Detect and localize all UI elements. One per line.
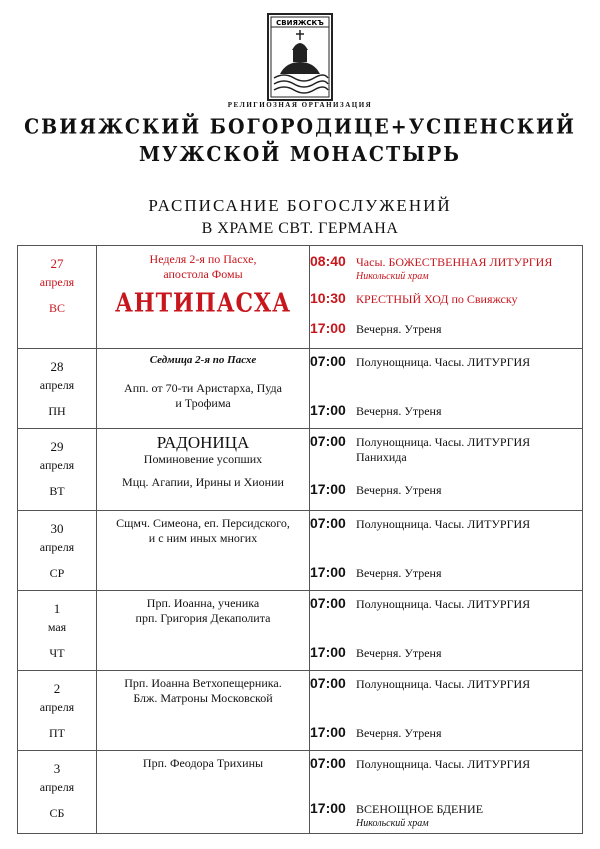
- services-cell: [310, 246, 583, 349]
- saint-line: апостола Фомы: [163, 267, 243, 281]
- service-entry: [310, 565, 582, 581]
- feast-title: АНТИПАСХА: [114, 287, 292, 319]
- service-time: 10:30: [310, 290, 346, 306]
- month: апреля: [39, 458, 75, 472]
- weekday: СБ: [49, 806, 65, 820]
- date-cell: [18, 246, 97, 349]
- monastery-name: [0, 114, 600, 169]
- service-time: 17:00: [310, 644, 346, 660]
- saint-cell: [97, 591, 310, 671]
- service-name: Вечерня. Утреня: [356, 646, 442, 660]
- service-name: Вечерня. Утреня: [356, 483, 442, 497]
- day-number: 27: [50, 256, 64, 271]
- service-time: 17:00: [310, 320, 346, 336]
- service-entry: [310, 725, 582, 741]
- temple-title: В ХРАМЕ СВТ. ГЕРМАНА: [201, 220, 399, 237]
- weekday: СР: [49, 566, 65, 580]
- saint-cell: [97, 246, 310, 349]
- service-time: 17:00: [310, 724, 346, 740]
- service-entry: [310, 321, 582, 337]
- service-name: Вечерня. Утреня: [356, 404, 442, 418]
- date-cell: [18, 751, 97, 834]
- services-cell: [310, 429, 583, 511]
- saint-line: Мцц. Агапии, Ирины и Хионии: [122, 475, 284, 489]
- service-entry: [310, 434, 582, 450]
- service-time: 17:00: [310, 800, 346, 816]
- saint-cell: [97, 671, 310, 751]
- saint-cell: [97, 751, 310, 834]
- weekday: ВС: [48, 301, 65, 315]
- monastery-line-1: СВИЯЖСКИЙ БОГОРОДИЦЕ+УСПЕНСКИЙ: [24, 114, 576, 139]
- day-number: 30: [50, 521, 64, 536]
- date-cell: [18, 671, 97, 751]
- saint-line: прп. Григория Декаполита: [135, 611, 271, 625]
- service-note: Никольский храм: [356, 818, 429, 829]
- day-number: 1: [53, 601, 61, 616]
- service-time: 17:00: [310, 402, 346, 418]
- service-entry: [310, 403, 582, 419]
- service-entry: [310, 676, 582, 692]
- service-time: 07:00: [310, 675, 346, 691]
- date-cell: [18, 349, 97, 429]
- weekday: ПТ: [49, 726, 65, 740]
- service-name: КРЕСТНЫЙ ХОД по Свияжску: [356, 292, 518, 306]
- saint-cell: [97, 511, 310, 591]
- service-entry: [310, 254, 582, 270]
- schedule-table: [17, 245, 583, 834]
- service-entry: [310, 756, 582, 772]
- table-row: [18, 751, 583, 834]
- day-number: 29: [50, 439, 64, 454]
- month: апреля: [39, 780, 75, 794]
- service-entry: [310, 291, 582, 307]
- table-row: [18, 429, 583, 511]
- saint-line: Поминовение усопших: [143, 452, 263, 466]
- service-name: Часы. БОЖЕСТВЕННАЯ ЛИТУРГИЯ: [356, 255, 553, 269]
- service-name: Вечерня. Утреня: [356, 566, 442, 580]
- saint-line: Прп. Феодора Трихины: [142, 756, 264, 770]
- saint-line: Сщмч. Симеона, еп. Персидского,: [116, 516, 290, 530]
- table-row: [18, 246, 583, 349]
- service-name: Полунощница. Часы. ЛИТУРГИЯ: [356, 597, 531, 611]
- saint-line: Неделя 2-я по Пасхе,: [149, 252, 257, 266]
- service-name: Вечерня. Утреня: [356, 322, 442, 336]
- service-name: Полунощница. Часы. ЛИТУРГИЯ: [356, 435, 531, 449]
- logo-text: СВИЯЖСКЪ: [276, 19, 324, 27]
- weekday: ПН: [48, 404, 66, 418]
- services-cell: [310, 671, 583, 751]
- month: мая: [47, 620, 67, 634]
- services-cell: [310, 511, 583, 591]
- service-name: Полунощница. Часы. ЛИТУРГИЯ: [356, 517, 531, 531]
- day-number: 28: [50, 359, 64, 374]
- services-cell: [310, 349, 583, 429]
- service-entry: [310, 354, 582, 370]
- services-cell: [310, 751, 583, 834]
- service-name: Вечерня. Утреня: [356, 726, 442, 740]
- service-time: 17:00: [310, 481, 346, 497]
- saint-cell: [97, 349, 310, 429]
- date-cell: [18, 511, 97, 591]
- service-name: ВСЕНОЩНОЕ БДЕНИЕ: [356, 802, 484, 816]
- feast-title: РАДОНИЦА: [156, 433, 250, 452]
- monastery-line-2: МУЖСКОЙ МОНАСТЫРЬ: [139, 142, 461, 167]
- service-entry: [310, 482, 582, 498]
- service-time: 07:00: [310, 353, 346, 369]
- monastery-logo: [266, 12, 334, 102]
- org-label: РЕЛИГИОЗНАЯ ОРГАНИЗАЦИЯ: [227, 101, 373, 109]
- services-cell: [310, 591, 583, 671]
- service-time: 17:00: [310, 564, 346, 580]
- date-cell: [18, 429, 97, 511]
- saint-line: Апп. от 70-ти Аристарха, Пуда: [124, 381, 282, 395]
- month: апреля: [39, 540, 75, 554]
- saint-line: Блж. Матроны Московской: [133, 691, 273, 705]
- service-name: Полунощница. Часы. ЛИТУРГИЯ: [356, 677, 531, 691]
- service-name: Полунощница. Часы. ЛИТУРГИЯ: [356, 355, 531, 369]
- service-entry: [310, 801, 582, 817]
- saint-line: Прп. Иоанна, ученика: [146, 596, 260, 610]
- service-time: 07:00: [310, 433, 346, 449]
- service-note: Никольский храм: [356, 271, 429, 282]
- day-number: 2: [53, 681, 61, 696]
- service-time: 07:00: [310, 755, 346, 771]
- saint-line: и с ним иных многих: [148, 531, 258, 545]
- month: апреля: [39, 275, 75, 289]
- saint-cell: [97, 429, 310, 511]
- month: апреля: [39, 378, 75, 392]
- month: апреля: [39, 700, 75, 714]
- date-cell: [18, 591, 97, 671]
- table-row: [18, 671, 583, 751]
- weekday: ЧТ: [49, 646, 65, 660]
- service-name: Полунощница. Часы. ЛИТУРГИЯ: [356, 757, 531, 771]
- day-number: 3: [53, 761, 61, 776]
- schedule-title: РАСПИСАНИЕ БОГОСЛУЖЕНИЙ: [148, 196, 452, 215]
- service-time: 07:00: [310, 515, 346, 531]
- saint-line: и Трофима: [175, 396, 231, 410]
- saint-line: Прп. Иоанна Ветхопещерника.: [124, 676, 282, 690]
- table-row: [18, 349, 583, 429]
- week-title: Седмица 2-я по Пасхе: [149, 354, 257, 366]
- weekday: ВТ: [49, 484, 65, 498]
- service-entry: [310, 516, 582, 532]
- service-time: 07:00: [310, 595, 346, 611]
- service-entry: [310, 645, 582, 661]
- service-entry: [310, 596, 582, 612]
- table-row: [18, 591, 583, 671]
- table-row: [18, 511, 583, 591]
- service-time: 08:40: [310, 253, 346, 269]
- service-extra: Панихида: [356, 450, 407, 464]
